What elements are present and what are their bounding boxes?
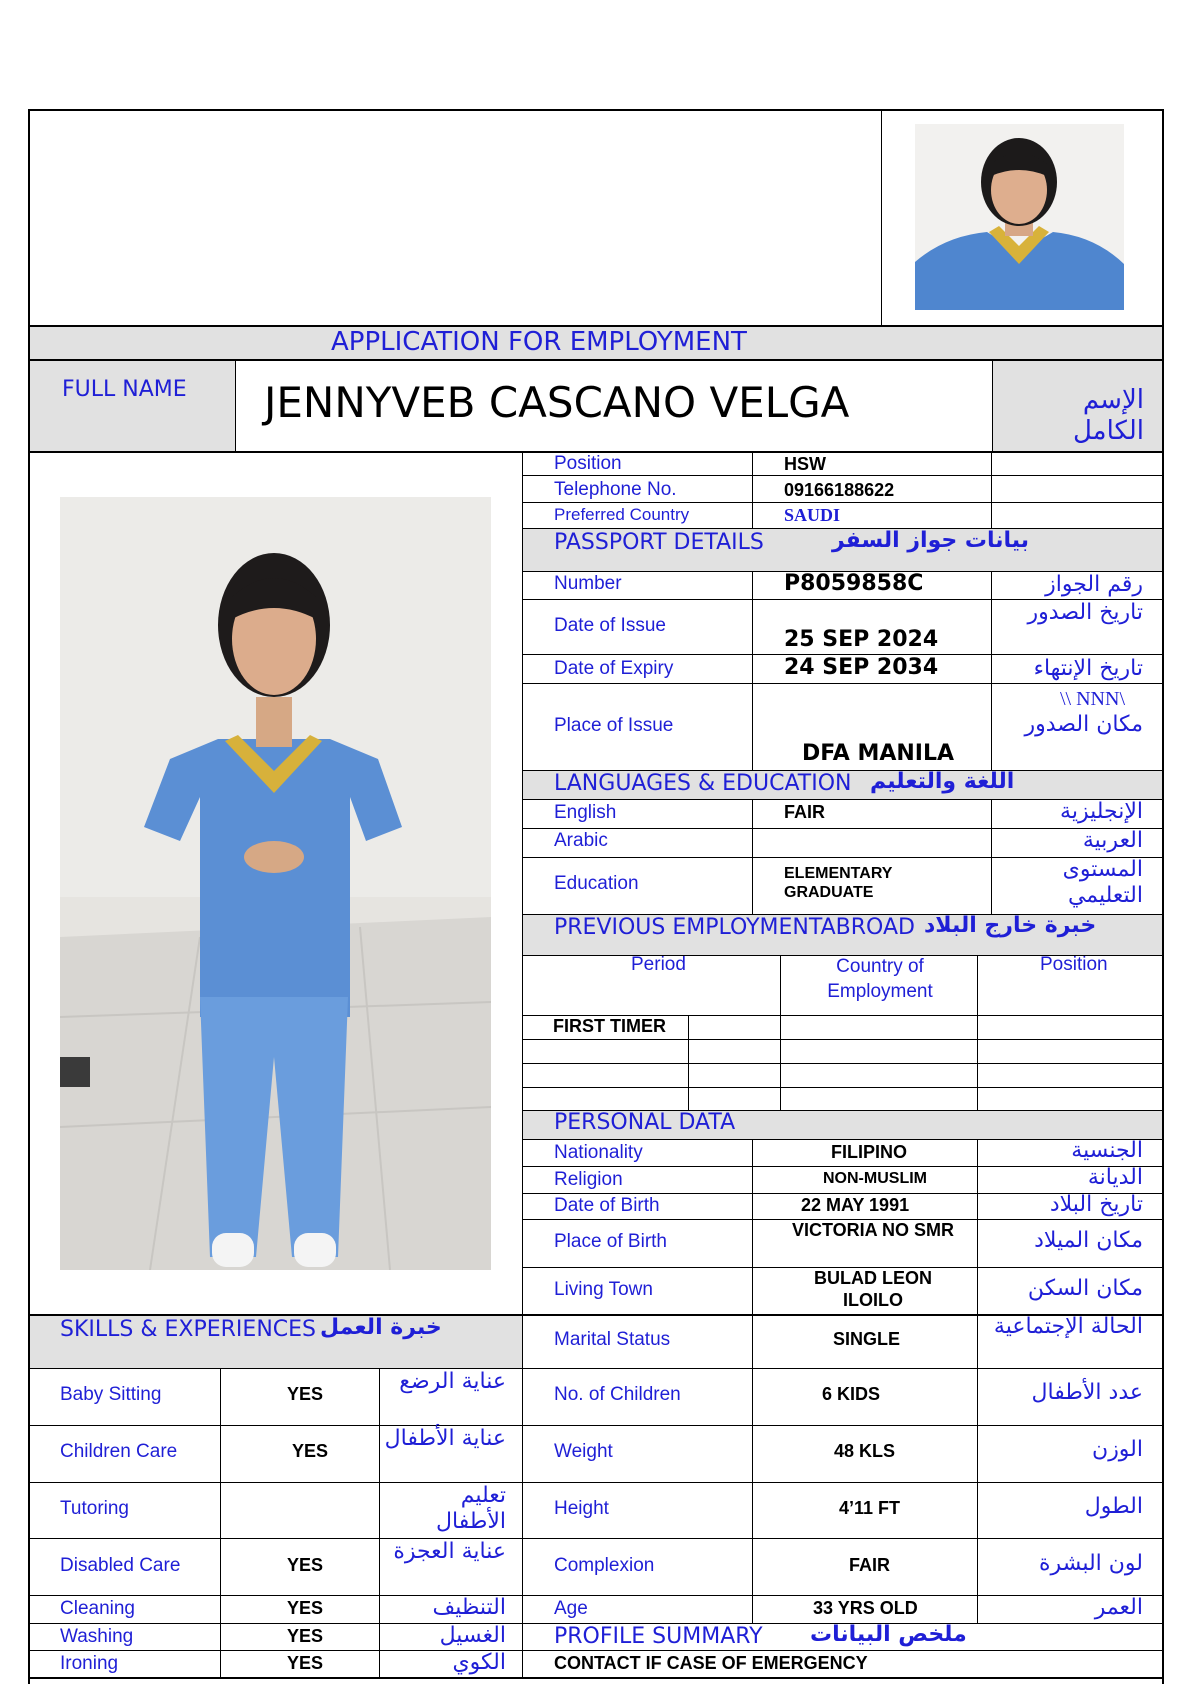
- skill-washing-label: Washing: [60, 1626, 134, 1647]
- children-ar: عدد الأطفال: [1031, 1380, 1143, 1405]
- skills-header-ar: خبرة العمل: [320, 1315, 442, 1340]
- dob-label: Date of Birth: [554, 1195, 660, 1216]
- skill-ironing-ar: الكوي: [452, 1650, 506, 1675]
- place-of-issue-value: DFA MANILA: [802, 741, 955, 766]
- education-label: Education: [554, 873, 639, 894]
- weight-value: 48 KLS: [834, 1441, 896, 1461]
- children-value: 6 KIDS: [822, 1384, 881, 1404]
- children-label: No. of Children: [554, 1384, 681, 1405]
- marital-status-label: Marital Status: [554, 1329, 671, 1350]
- living-town-ar: مكان السكن: [1027, 1276, 1143, 1301]
- telephone-label: Telephone No.: [554, 479, 677, 500]
- skill-children-care-label: Children Care: [60, 1441, 178, 1462]
- living-town-label: Living Town: [554, 1279, 653, 1300]
- skill-children-care-value: YES: [292, 1441, 329, 1461]
- skill-cleaning-ar: التنظيف: [432, 1595, 506, 1620]
- employment-header-ar: خبرة خارج البلاد: [924, 913, 1097, 938]
- passport-number-ar: رقم الجواز: [1045, 572, 1143, 597]
- page-title: APPLICATION FOR EMPLOYMENT: [331, 327, 747, 357]
- pob-value: VICTORIA NO SMR: [791, 1220, 954, 1240]
- weight-label: Weight: [554, 1441, 613, 1462]
- full-body-photo: [60, 497, 491, 1270]
- col-position: Position: [1040, 954, 1108, 975]
- arabic-ar: العربية: [1082, 828, 1143, 853]
- passport-header: PASSPORT DETAILS: [554, 530, 764, 555]
- preferred-country-value: SAUDI: [784, 505, 841, 525]
- col-period: Period: [631, 954, 686, 975]
- date-of-expiry-ar: تاريخ الإنتهاء: [1033, 656, 1143, 681]
- employment-header: PREVIOUS EMPLOYMENTABROAD: [554, 915, 915, 940]
- profile-summary-header: PROFILE SUMMARY: [554, 1624, 763, 1649]
- skill-children-care-ar: عناية الأطفال: [384, 1426, 506, 1451]
- first-timer: FIRST TIMER: [553, 1016, 666, 1036]
- marital-status-ar: الحالة الإجتماعية: [993, 1314, 1143, 1339]
- nationality-ar: الجنسية: [1071, 1138, 1143, 1163]
- education-value: ELEMENTARY GRADUATE: [784, 865, 893, 902]
- date-of-issue-ar: تاريخ الصدور: [1027, 600, 1143, 625]
- personal-header: PERSONAL DATA: [554, 1110, 736, 1135]
- nationality-label: Nationality: [554, 1142, 643, 1163]
- passport-number-value: P8059858C: [784, 571, 924, 596]
- position-label: Position: [554, 453, 622, 474]
- english-ar: الإنجليزية: [1060, 799, 1143, 824]
- skill-disabled-care-ar: عناية العجزة: [393, 1539, 506, 1564]
- skill-baby-sitting-value: YES: [287, 1384, 324, 1404]
- date-of-expiry-value: 24 SEP 2034: [784, 655, 939, 680]
- full-name-value: JENNYVEB CASCANO VELGA: [264, 378, 850, 427]
- english-label: English: [554, 802, 617, 823]
- emergency-contact-label: CONTACT IF CASE OF EMERGENCY: [554, 1653, 868, 1673]
- living-town-value: BULAD LEON ILOILO: [814, 1268, 932, 1310]
- skill-tutoring-label: Tutoring: [60, 1498, 129, 1519]
- religion-ar: الديانة: [1087, 1165, 1143, 1190]
- skill-tutoring-ar: تعليم الأطفال: [436, 1483, 506, 1535]
- height-ar: الطول: [1084, 1494, 1143, 1519]
- place-of-issue-label: Place of Issue: [554, 715, 674, 736]
- complexion-ar: لون البشرة: [1039, 1551, 1143, 1576]
- english-value: FAIR: [784, 802, 826, 822]
- religion-value: NON-MUSLIM: [823, 1170, 927, 1187]
- full-name-label-ar: الإسم الكامل: [1072, 385, 1144, 447]
- skill-disabled-care-value: YES: [287, 1555, 324, 1575]
- dob-ar: تاريخ البلاد: [1049, 1192, 1143, 1217]
- education-ar: المستوى التعليمي: [1062, 857, 1143, 909]
- height-value: 4’11 FT: [839, 1498, 901, 1518]
- skill-cleaning-value: YES: [287, 1598, 324, 1618]
- place-of-issue-extra: \\ NNN\: [1060, 688, 1125, 710]
- passport-number-label: Number: [554, 573, 622, 594]
- languages-header-ar: اللغة والتعليم: [870, 769, 1015, 794]
- age-label: Age: [554, 1598, 588, 1619]
- portrait-photo: [915, 124, 1124, 310]
- age-ar: العمر: [1094, 1595, 1143, 1620]
- height-label: Height: [554, 1498, 609, 1519]
- full-name-label: FULL NAME: [62, 377, 187, 402]
- nationality-value: FILIPINO: [831, 1142, 907, 1162]
- languages-header: LANGUAGES & EDUCATION: [554, 771, 852, 796]
- skill-ironing-label: Ironing: [60, 1653, 119, 1674]
- date-of-expiry-label: Date of Expiry: [554, 658, 674, 679]
- profile-summary-header-ar: ملخص البيانات: [810, 1622, 967, 1647]
- skill-baby-sitting-label: Baby Sitting: [60, 1384, 162, 1405]
- pob-label: Place of Birth: [554, 1231, 667, 1252]
- arabic-label: Arabic: [554, 830, 608, 851]
- skill-washing-value: YES: [287, 1626, 324, 1646]
- skill-disabled-care-label: Disabled Care: [60, 1555, 181, 1576]
- place-of-issue-ar: مكان الصدور: [1024, 712, 1143, 737]
- age-value: 33 YRS OLD: [813, 1598, 918, 1618]
- pob-ar: مكان الميلاد: [1034, 1228, 1143, 1253]
- telephone-value: 09166188622: [784, 480, 895, 500]
- col-country: Country of Employment: [827, 956, 933, 1002]
- religion-label: Religion: [554, 1169, 623, 1190]
- skills-header: SKILLS & EXPERIENCES: [60, 1317, 316, 1342]
- passport-header-ar: بيانات جواز السفر: [832, 528, 1030, 553]
- skill-cleaning-label: Cleaning: [60, 1598, 135, 1619]
- date-of-issue-label: Date of Issue: [554, 615, 666, 636]
- complexion-value: FAIR: [849, 1555, 891, 1575]
- skill-ironing-value: YES: [287, 1653, 324, 1673]
- date-of-issue-value: 25 SEP 2024: [784, 627, 939, 652]
- preferred-country-label: Preferred Country: [554, 505, 690, 524]
- marital-status-value: SINGLE: [833, 1329, 901, 1349]
- complexion-label: Complexion: [554, 1555, 655, 1576]
- weight-ar: الوزن: [1092, 1437, 1143, 1462]
- position-value: HSW: [784, 454, 826, 474]
- skill-baby-sitting-ar: عناية الرضع: [399, 1369, 506, 1394]
- skill-washing-ar: الغسيل: [439, 1623, 506, 1648]
- dob-value: 22 MAY 1991: [801, 1195, 910, 1215]
